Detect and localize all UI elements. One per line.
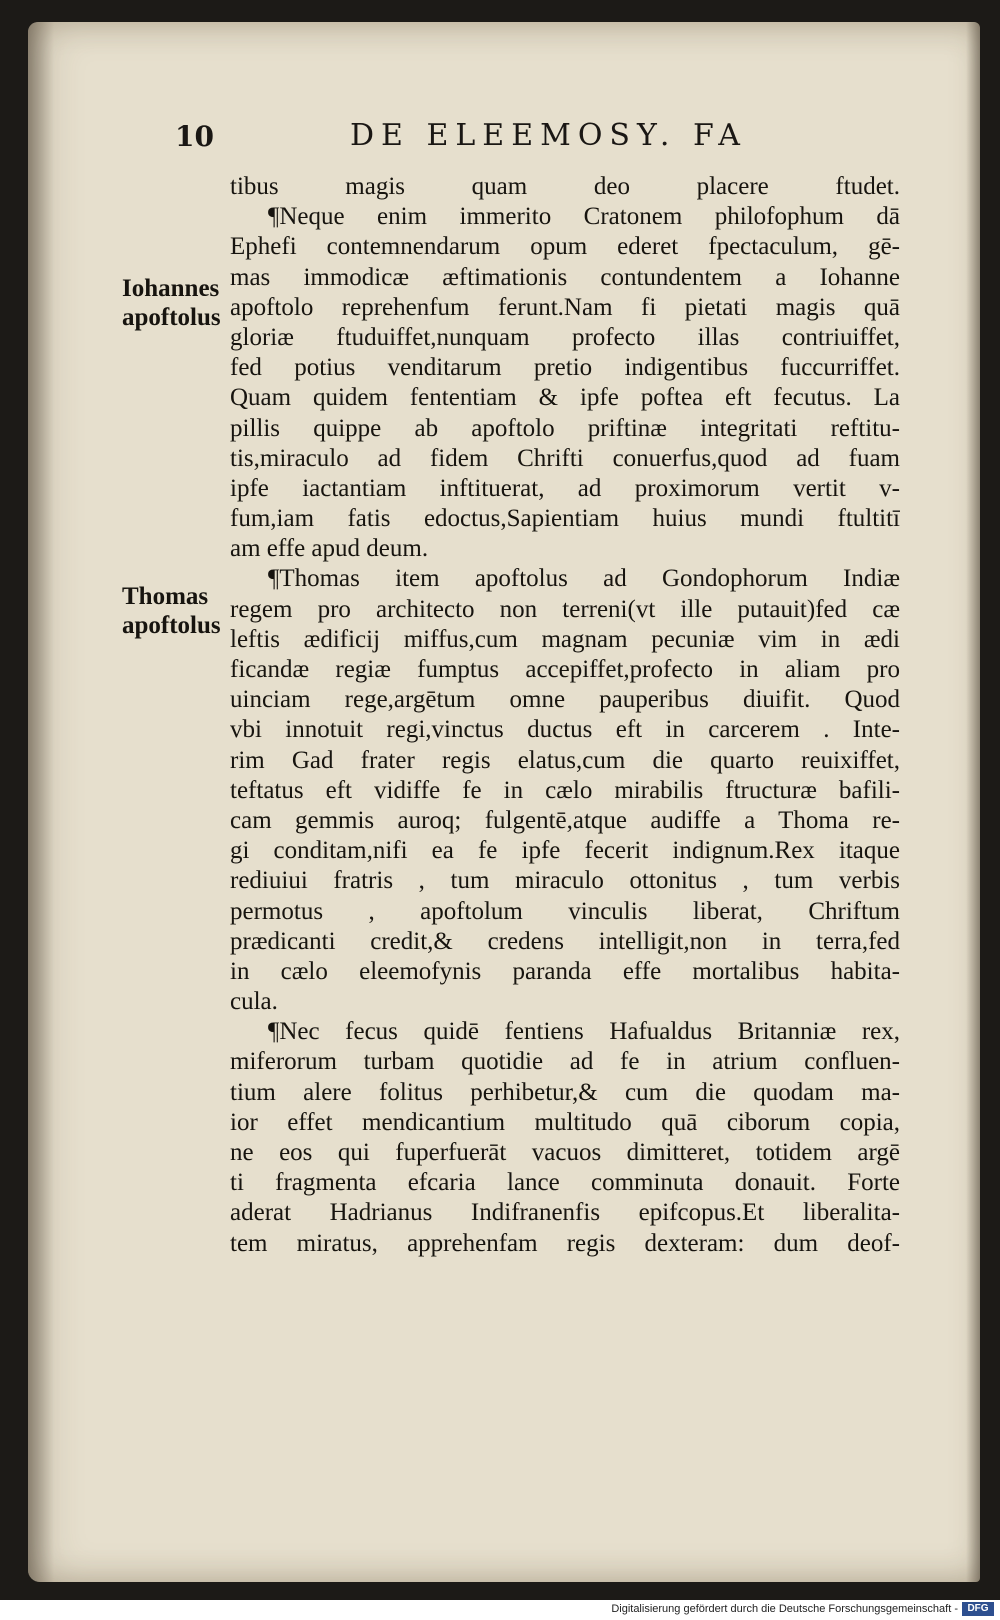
text-line: ficandæ regiæ fumptus accepiffet,profecto in aliam pro xyxy=(230,656,900,683)
text-line: fum,iam fatis edoctus,Sapientiam huius mundi ftultitī xyxy=(230,505,900,533)
text-line: tem miratus, apprehenfam regis dexteram: dum deof- xyxy=(230,1229,900,1257)
spine-shadow xyxy=(28,22,54,1582)
text-line: gloriæ ftuduiffet,nunquam profecto illas contriuiffet, xyxy=(230,323,900,351)
text-line: cam gemmis auroq; fulgentē,atque audiffe a Thoma re- xyxy=(230,806,900,834)
text-line: teftatus eft vidiffe fe in cælo mirabilis ftructuræ bafili- xyxy=(230,776,900,804)
text-line: ior effet mendicantium multitudo quā ciborum copia, xyxy=(230,1108,900,1136)
dfg-logo: DFG xyxy=(962,1602,994,1616)
text-line: Ephefi contemnendarum opum ederet fpectaculum, gē- xyxy=(230,233,900,261)
text-line: ¶Thomas item apoftolus ad Gondophorum Indiæ xyxy=(268,565,900,593)
text-line: in cælo eleemofynis paranda effe mortalibus habita- xyxy=(230,957,900,985)
margin-note-johannes xyxy=(122,274,247,332)
page-header xyxy=(175,118,755,158)
text-line: Quam quidem fententiam & ipfe poftea eft fecutus. La xyxy=(230,384,900,412)
text-line: fed potius venditarum pretio indigentibus fuccurriffet. xyxy=(230,354,900,382)
text-line: cula. xyxy=(230,988,278,1016)
footer-bar xyxy=(0,1600,1000,1620)
page-number: 10 xyxy=(175,120,214,153)
text-line: tibus magis quam deo placere ftudet. xyxy=(230,173,900,200)
text-line: ¶Nec fecus quidē fentiens Hafualdus Britanniæ rex, xyxy=(268,1018,900,1046)
text-line: tium alere folitus perhibetur,& cum die quodam ma- xyxy=(230,1078,900,1106)
page-edge xyxy=(966,22,980,1582)
text-line: ipfe iactantiam inftituerat, ad proximorum vertit v- xyxy=(230,474,900,502)
body-text xyxy=(230,172,900,1259)
margin-note-line: Iohannes xyxy=(122,275,220,302)
text-line: am effe apud deum. xyxy=(230,535,429,563)
text-line: rim Gad frater regis elatus,cum die quarto reuixiffet, xyxy=(230,746,900,774)
text-line: mas immodicæ æftimationis contundentem a Iohanne xyxy=(230,263,900,291)
text-line: leftis ædificij miffus,cum magnam pecuniæ vim in ædi xyxy=(230,625,900,653)
text-line: prædicanti credit,& credens intelligit,non in terra,fed xyxy=(230,927,900,955)
text-line: ¶Neque enim immerito Cratonem philofophum dā xyxy=(268,203,900,231)
running-title: DE ELEEMOSY. FA xyxy=(350,118,747,153)
text-line: uinciam rege,argētum omne pauperibus diuifit. Quod xyxy=(230,686,900,714)
margin-note-line: apoftolus xyxy=(122,304,221,331)
margin-note-line: apoftolus xyxy=(122,612,221,639)
text-line: pillis quippe ab apoftolo priftinæ integritati reftitu- xyxy=(230,414,900,442)
text-line: ti fragmenta efcaria lance comminuta donauit. Forte xyxy=(230,1169,900,1197)
text-line: regem pro architecto non terreni(vt ille putauit)fed cæ xyxy=(230,595,900,623)
text-line: gi conditam,nifi ea fe ipfe fecerit indignum.Rex itaque xyxy=(230,837,900,865)
text-line: aderat Hadrianus Indifranenfis epifcopus.Et liberalita- xyxy=(230,1199,900,1227)
text-line: vbi innotuit regi,vinctus ductus eft in carcerem . Inte- xyxy=(230,716,900,744)
margin-note-line: Thomas xyxy=(122,583,209,610)
text-line: miferorum turbam quotidie ad fe in atrium confluen- xyxy=(230,1048,900,1076)
text-line: ne eos qui fuperfuerāt vacuos dimitteret, totidem argē xyxy=(230,1139,900,1166)
text-line: permotus , apoftolum vinculis liberat, Chriftum xyxy=(230,897,900,925)
text-line: rediuiui fratris , tum miraculo ottonitus , tum verbis xyxy=(230,867,900,895)
funding-credit: Digitalisierung gefördert durch die Deutsche Forschungsgemeinschaft - xyxy=(611,1603,958,1615)
margin-note-thomas xyxy=(122,582,247,640)
text-line: apoftolo reprehenfum ferunt.Nam fi pietati magis quā xyxy=(230,293,900,321)
text-line: tis,miraculo ad fidem Chrifti conuerfus,quod ad fuam xyxy=(230,444,900,472)
